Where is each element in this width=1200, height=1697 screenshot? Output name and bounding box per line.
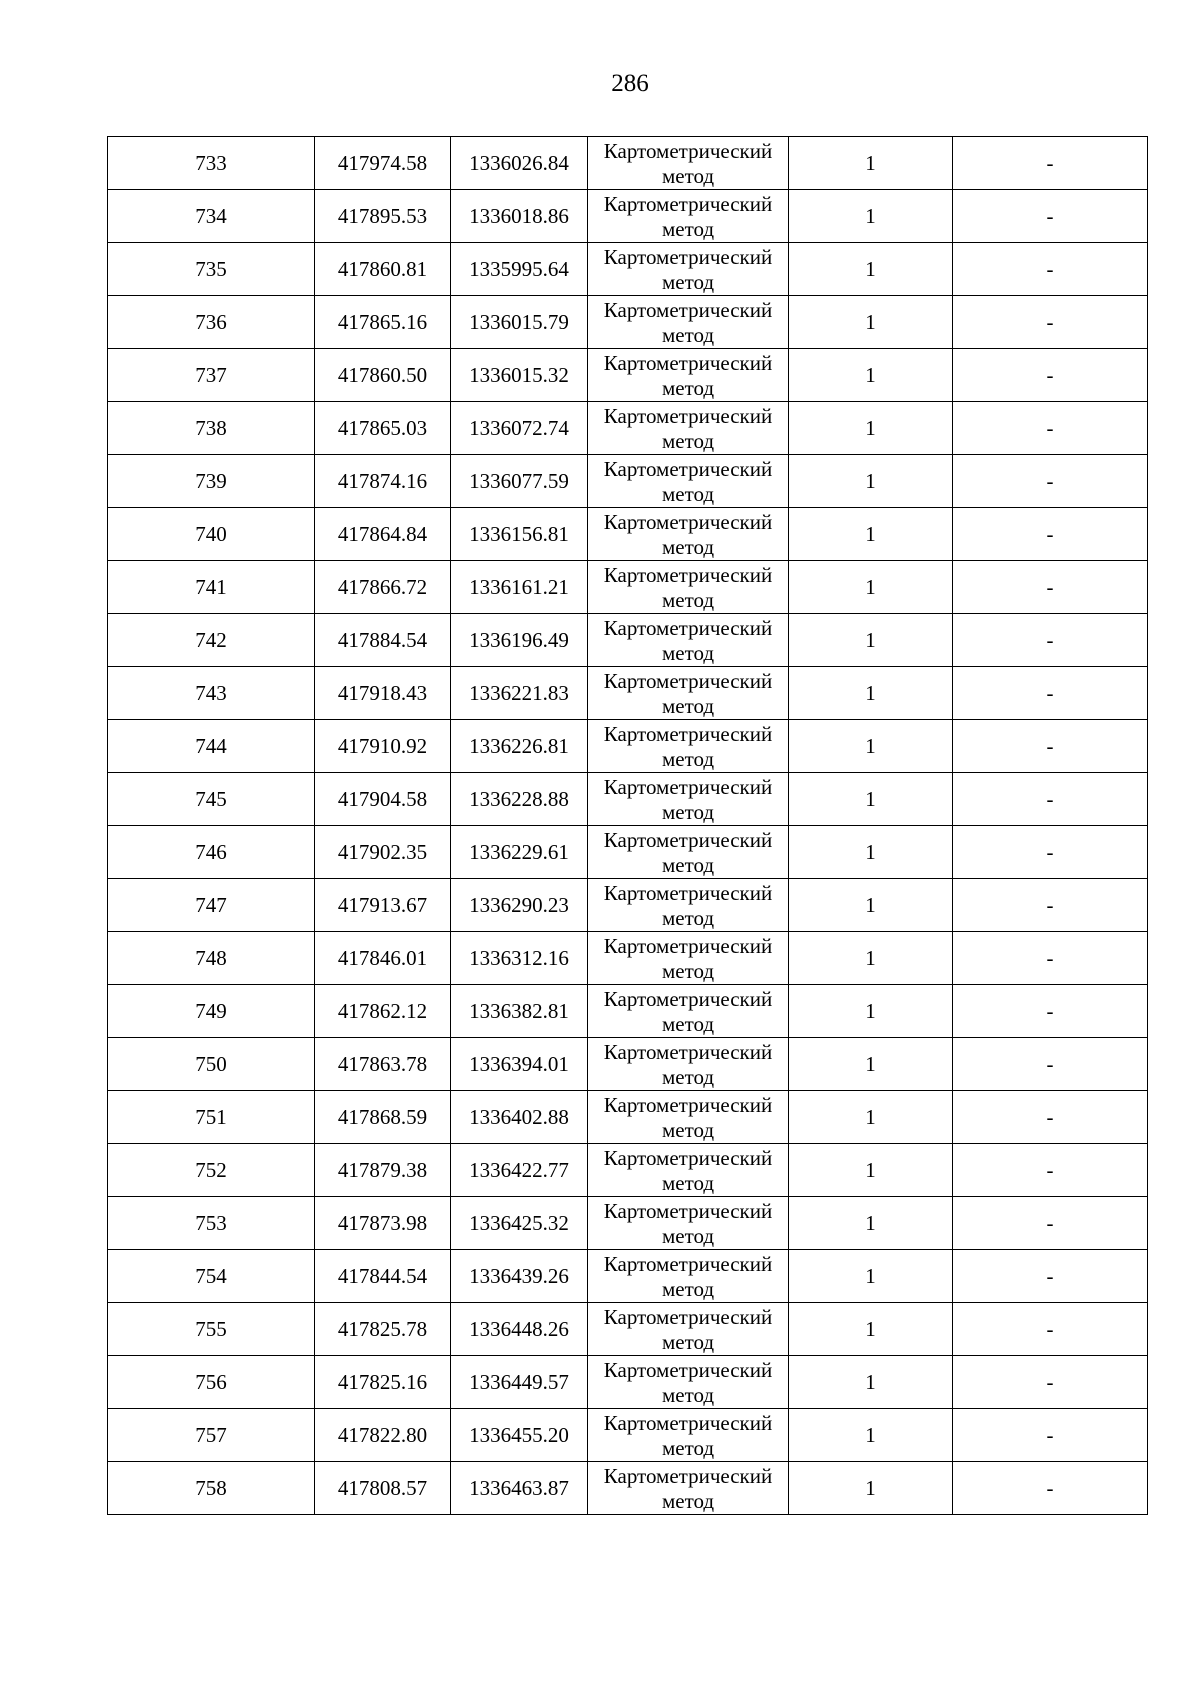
description-cell: - bbox=[953, 1356, 1148, 1409]
table-row bbox=[108, 1409, 1148, 1462]
accuracy-cell: 1 bbox=[789, 1409, 953, 1462]
table-row bbox=[108, 508, 1148, 561]
table-row bbox=[108, 879, 1148, 932]
method-line-2: метод bbox=[661, 1330, 715, 1354]
point-number-cell: 741 bbox=[108, 561, 315, 614]
y-coordinate-cell: 1336161.21 bbox=[451, 561, 588, 614]
point-number-cell: 736 bbox=[108, 296, 315, 349]
table-row bbox=[108, 1303, 1148, 1356]
method-cell bbox=[588, 667, 789, 720]
method-line-2: метод bbox=[661, 1224, 715, 1248]
method-cell bbox=[588, 455, 789, 508]
accuracy-cell: 1 bbox=[789, 932, 953, 985]
x-coordinate-cell: 417864.84 bbox=[315, 508, 451, 561]
method-line-2: метод bbox=[661, 588, 715, 612]
y-coordinate-cell: 1336449.57 bbox=[451, 1356, 588, 1409]
table-row bbox=[108, 190, 1148, 243]
accuracy-cell: 1 bbox=[789, 190, 953, 243]
point-number-cell: 746 bbox=[108, 826, 315, 879]
method-line-1: Картометрический bbox=[603, 987, 773, 1011]
description-cell: - bbox=[953, 614, 1148, 667]
point-number-cell: 735 bbox=[108, 243, 315, 296]
coordinates-table-body bbox=[108, 137, 1148, 1515]
method-line-1: Картометрический bbox=[603, 457, 773, 481]
y-coordinate-cell: 1336077.59 bbox=[451, 455, 588, 508]
method-line-2: метод bbox=[661, 535, 715, 559]
y-coordinate-cell: 1336229.61 bbox=[451, 826, 588, 879]
table-row bbox=[108, 561, 1148, 614]
method-line-2: метод bbox=[661, 1277, 715, 1301]
table-row bbox=[108, 296, 1148, 349]
description-cell: - bbox=[953, 985, 1148, 1038]
point-number-cell: 738 bbox=[108, 402, 315, 455]
x-coordinate-cell: 417895.53 bbox=[315, 190, 451, 243]
accuracy-cell: 1 bbox=[789, 1250, 953, 1303]
accuracy-cell: 1 bbox=[789, 1091, 953, 1144]
method-line-2: метод bbox=[661, 1489, 715, 1513]
accuracy-cell: 1 bbox=[789, 137, 953, 190]
method-line-1: Картометрический bbox=[603, 1146, 773, 1170]
description-cell: - bbox=[953, 1303, 1148, 1356]
method-line-1: Картометрический bbox=[603, 1252, 773, 1276]
x-coordinate-cell: 417873.98 bbox=[315, 1197, 451, 1250]
x-coordinate-cell: 417865.16 bbox=[315, 296, 451, 349]
method-cell bbox=[588, 1356, 789, 1409]
accuracy-cell: 1 bbox=[789, 667, 953, 720]
description-cell: - bbox=[953, 349, 1148, 402]
description-cell: - bbox=[953, 1462, 1148, 1515]
x-coordinate-cell: 417918.43 bbox=[315, 667, 451, 720]
table-row bbox=[108, 455, 1148, 508]
method-cell bbox=[588, 720, 789, 773]
method-line-1: Картометрический bbox=[603, 1093, 773, 1117]
method-line-2: метод bbox=[661, 959, 715, 983]
table-row bbox=[108, 985, 1148, 1038]
point-number-cell: 740 bbox=[108, 508, 315, 561]
method-cell bbox=[588, 985, 789, 1038]
accuracy-cell: 1 bbox=[789, 879, 953, 932]
method-line-1: Картометрический bbox=[603, 669, 773, 693]
description-cell: - bbox=[953, 455, 1148, 508]
accuracy-cell: 1 bbox=[789, 773, 953, 826]
method-cell bbox=[588, 508, 789, 561]
method-line-2: метод bbox=[661, 482, 715, 506]
point-number-cell: 742 bbox=[108, 614, 315, 667]
method-line-1: Картометрический bbox=[603, 1305, 773, 1329]
point-number-cell: 747 bbox=[108, 879, 315, 932]
y-coordinate-cell: 1336221.83 bbox=[451, 667, 588, 720]
description-cell: - bbox=[953, 508, 1148, 561]
method-line-1: Картометрический bbox=[603, 775, 773, 799]
description-cell: - bbox=[953, 296, 1148, 349]
method-line-1: Картометрический bbox=[603, 828, 773, 852]
method-line-2: метод bbox=[661, 1012, 715, 1036]
accuracy-cell: 1 bbox=[789, 1038, 953, 1091]
y-coordinate-cell: 1336228.88 bbox=[451, 773, 588, 826]
description-cell: - bbox=[953, 1197, 1148, 1250]
description-cell: - bbox=[953, 1038, 1148, 1091]
method-line-1: Картометрический bbox=[603, 351, 773, 375]
x-coordinate-cell: 417846.01 bbox=[315, 932, 451, 985]
x-coordinate-cell: 417902.35 bbox=[315, 826, 451, 879]
point-number-cell: 743 bbox=[108, 667, 315, 720]
x-coordinate-cell: 417863.78 bbox=[315, 1038, 451, 1091]
point-number-cell: 755 bbox=[108, 1303, 315, 1356]
table-row bbox=[108, 243, 1148, 296]
method-cell bbox=[588, 1303, 789, 1356]
method-cell bbox=[588, 1197, 789, 1250]
method-line-2: метод bbox=[661, 641, 715, 665]
point-number-cell: 751 bbox=[108, 1091, 315, 1144]
x-coordinate-cell: 417904.58 bbox=[315, 773, 451, 826]
method-line-1: Картометрический bbox=[603, 510, 773, 534]
x-coordinate-cell: 417913.67 bbox=[315, 879, 451, 932]
x-coordinate-cell: 417865.03 bbox=[315, 402, 451, 455]
y-coordinate-cell: 1336425.32 bbox=[451, 1197, 588, 1250]
table-row bbox=[108, 773, 1148, 826]
description-cell: - bbox=[953, 879, 1148, 932]
description-cell: - bbox=[953, 932, 1148, 985]
y-coordinate-cell: 1336072.74 bbox=[451, 402, 588, 455]
point-number-cell: 734 bbox=[108, 190, 315, 243]
method-line-1: Картометрический bbox=[603, 722, 773, 746]
table-row bbox=[108, 1091, 1148, 1144]
accuracy-cell: 1 bbox=[789, 296, 953, 349]
method-line-1: Картометрический bbox=[603, 881, 773, 905]
y-coordinate-cell: 1336156.81 bbox=[451, 508, 588, 561]
method-line-2: метод bbox=[661, 747, 715, 771]
point-number-cell: 757 bbox=[108, 1409, 315, 1462]
description-cell: - bbox=[953, 243, 1148, 296]
method-line-1: Картометрический bbox=[603, 1040, 773, 1064]
method-line-1: Картометрический bbox=[603, 1358, 773, 1382]
table-row bbox=[108, 826, 1148, 879]
x-coordinate-cell: 417844.54 bbox=[315, 1250, 451, 1303]
table-row bbox=[108, 1250, 1148, 1303]
accuracy-cell: 1 bbox=[789, 243, 953, 296]
description-cell: - bbox=[953, 190, 1148, 243]
coordinates-table bbox=[107, 136, 1148, 1515]
method-line-2: метод bbox=[661, 1171, 715, 1195]
description-cell: - bbox=[953, 402, 1148, 455]
method-cell bbox=[588, 243, 789, 296]
table-row bbox=[108, 402, 1148, 455]
method-cell bbox=[588, 1250, 789, 1303]
accuracy-cell: 1 bbox=[789, 455, 953, 508]
method-line-2: метод bbox=[661, 906, 715, 930]
point-number-cell: 750 bbox=[108, 1038, 315, 1091]
method-cell bbox=[588, 879, 789, 932]
point-number-cell: 754 bbox=[108, 1250, 315, 1303]
method-line-1: Картометрический bbox=[603, 616, 773, 640]
x-coordinate-cell: 417862.12 bbox=[315, 985, 451, 1038]
table-row bbox=[108, 667, 1148, 720]
method-cell bbox=[588, 349, 789, 402]
accuracy-cell: 1 bbox=[789, 826, 953, 879]
description-cell: - bbox=[953, 720, 1148, 773]
method-line-2: метод bbox=[661, 1436, 715, 1460]
y-coordinate-cell: 1336226.81 bbox=[451, 720, 588, 773]
point-number-cell: 748 bbox=[108, 932, 315, 985]
method-line-1: Картометрический bbox=[603, 192, 773, 216]
point-number-cell: 753 bbox=[108, 1197, 315, 1250]
y-coordinate-cell: 1336439.26 bbox=[451, 1250, 588, 1303]
method-cell bbox=[588, 137, 789, 190]
accuracy-cell: 1 bbox=[789, 1303, 953, 1356]
accuracy-cell: 1 bbox=[789, 402, 953, 455]
method-line-1: Картометрический bbox=[603, 1411, 773, 1435]
point-number-cell: 745 bbox=[108, 773, 315, 826]
y-coordinate-cell: 1336463.87 bbox=[451, 1462, 588, 1515]
method-cell bbox=[588, 1091, 789, 1144]
method-line-2: метод bbox=[661, 694, 715, 718]
accuracy-cell: 1 bbox=[789, 614, 953, 667]
accuracy-cell: 1 bbox=[789, 349, 953, 402]
method-cell bbox=[588, 402, 789, 455]
table-row bbox=[108, 1356, 1148, 1409]
description-cell: - bbox=[953, 561, 1148, 614]
method-line-2: метод bbox=[661, 853, 715, 877]
table-row bbox=[108, 1462, 1148, 1515]
y-coordinate-cell: 1335995.64 bbox=[451, 243, 588, 296]
x-coordinate-cell: 417825.78 bbox=[315, 1303, 451, 1356]
method-line-2: метод bbox=[661, 1383, 715, 1407]
method-line-2: метод bbox=[661, 270, 715, 294]
y-coordinate-cell: 1336455.20 bbox=[451, 1409, 588, 1462]
method-cell bbox=[588, 1462, 789, 1515]
x-coordinate-cell: 417879.38 bbox=[315, 1144, 451, 1197]
x-coordinate-cell: 417974.58 bbox=[315, 137, 451, 190]
description-cell: - bbox=[953, 826, 1148, 879]
method-line-2: метод bbox=[661, 376, 715, 400]
method-cell bbox=[588, 773, 789, 826]
table-row bbox=[108, 932, 1148, 985]
description-cell: - bbox=[953, 1250, 1148, 1303]
table-row bbox=[108, 1144, 1148, 1197]
method-cell bbox=[588, 561, 789, 614]
y-coordinate-cell: 1336026.84 bbox=[451, 137, 588, 190]
x-coordinate-cell: 417808.57 bbox=[315, 1462, 451, 1515]
x-coordinate-cell: 417860.81 bbox=[315, 243, 451, 296]
method-line-2: метод bbox=[661, 164, 715, 188]
table-row bbox=[108, 137, 1148, 190]
description-cell: - bbox=[953, 137, 1148, 190]
table-row bbox=[108, 349, 1148, 402]
x-coordinate-cell: 417860.50 bbox=[315, 349, 451, 402]
y-coordinate-cell: 1336018.86 bbox=[451, 190, 588, 243]
method-line-2: метод bbox=[661, 217, 715, 241]
point-number-cell: 744 bbox=[108, 720, 315, 773]
method-cell bbox=[588, 932, 789, 985]
method-cell bbox=[588, 296, 789, 349]
method-line-2: метод bbox=[661, 800, 715, 824]
method-line-2: метод bbox=[661, 323, 715, 347]
table-row bbox=[108, 1038, 1148, 1091]
method-line-2: метод bbox=[661, 1065, 715, 1089]
method-line-1: Картометрический bbox=[603, 934, 773, 958]
accuracy-cell: 1 bbox=[789, 1462, 953, 1515]
method-cell bbox=[588, 614, 789, 667]
point-number-cell: 752 bbox=[108, 1144, 315, 1197]
x-coordinate-cell: 417822.80 bbox=[315, 1409, 451, 1462]
description-cell: - bbox=[953, 773, 1148, 826]
accuracy-cell: 1 bbox=[789, 561, 953, 614]
x-coordinate-cell: 417825.16 bbox=[315, 1356, 451, 1409]
x-coordinate-cell: 417910.92 bbox=[315, 720, 451, 773]
x-coordinate-cell: 417884.54 bbox=[315, 614, 451, 667]
accuracy-cell: 1 bbox=[789, 1356, 953, 1409]
y-coordinate-cell: 1336015.32 bbox=[451, 349, 588, 402]
x-coordinate-cell: 417874.16 bbox=[315, 455, 451, 508]
x-coordinate-cell: 417866.72 bbox=[315, 561, 451, 614]
description-cell: - bbox=[953, 667, 1148, 720]
method-line-2: метод bbox=[661, 429, 715, 453]
y-coordinate-cell: 1336394.01 bbox=[451, 1038, 588, 1091]
accuracy-cell: 1 bbox=[789, 720, 953, 773]
method-cell bbox=[588, 826, 789, 879]
method-cell bbox=[588, 1144, 789, 1197]
page-number: 286 bbox=[611, 70, 649, 97]
method-line-1: Картометрический bbox=[603, 1199, 773, 1223]
method-cell bbox=[588, 1409, 789, 1462]
method-line-1: Картометрический bbox=[603, 563, 773, 587]
accuracy-cell: 1 bbox=[789, 985, 953, 1038]
table-row bbox=[108, 720, 1148, 773]
point-number-cell: 749 bbox=[108, 985, 315, 1038]
accuracy-cell: 1 bbox=[789, 508, 953, 561]
description-cell: - bbox=[953, 1091, 1148, 1144]
point-number-cell: 733 bbox=[108, 137, 315, 190]
table-row bbox=[108, 614, 1148, 667]
table-row bbox=[108, 1197, 1148, 1250]
y-coordinate-cell: 1336382.81 bbox=[451, 985, 588, 1038]
point-number-cell: 739 bbox=[108, 455, 315, 508]
y-coordinate-cell: 1336402.88 bbox=[451, 1091, 588, 1144]
y-coordinate-cell: 1336196.49 bbox=[451, 614, 588, 667]
method-line-1: Картометрический bbox=[603, 298, 773, 322]
accuracy-cell: 1 bbox=[789, 1197, 953, 1250]
x-coordinate-cell: 417868.59 bbox=[315, 1091, 451, 1144]
method-line-2: метод bbox=[661, 1118, 715, 1142]
y-coordinate-cell: 1336290.23 bbox=[451, 879, 588, 932]
method-cell bbox=[588, 190, 789, 243]
y-coordinate-cell: 1336015.79 bbox=[451, 296, 588, 349]
y-coordinate-cell: 1336312.16 bbox=[451, 932, 588, 985]
point-number-cell: 756 bbox=[108, 1356, 315, 1409]
method-cell bbox=[588, 1038, 789, 1091]
method-line-1: Картометрический bbox=[603, 404, 773, 428]
point-number-cell: 737 bbox=[108, 349, 315, 402]
point-number-cell: 758 bbox=[108, 1462, 315, 1515]
method-line-1: Картометрический bbox=[603, 245, 773, 269]
description-cell: - bbox=[953, 1144, 1148, 1197]
y-coordinate-cell: 1336422.77 bbox=[451, 1144, 588, 1197]
method-line-1: Картометрический bbox=[603, 1464, 773, 1488]
description-cell: - bbox=[953, 1409, 1148, 1462]
y-coordinate-cell: 1336448.26 bbox=[451, 1303, 588, 1356]
accuracy-cell: 1 bbox=[789, 1144, 953, 1197]
method-line-1: Картометрический bbox=[603, 139, 773, 163]
